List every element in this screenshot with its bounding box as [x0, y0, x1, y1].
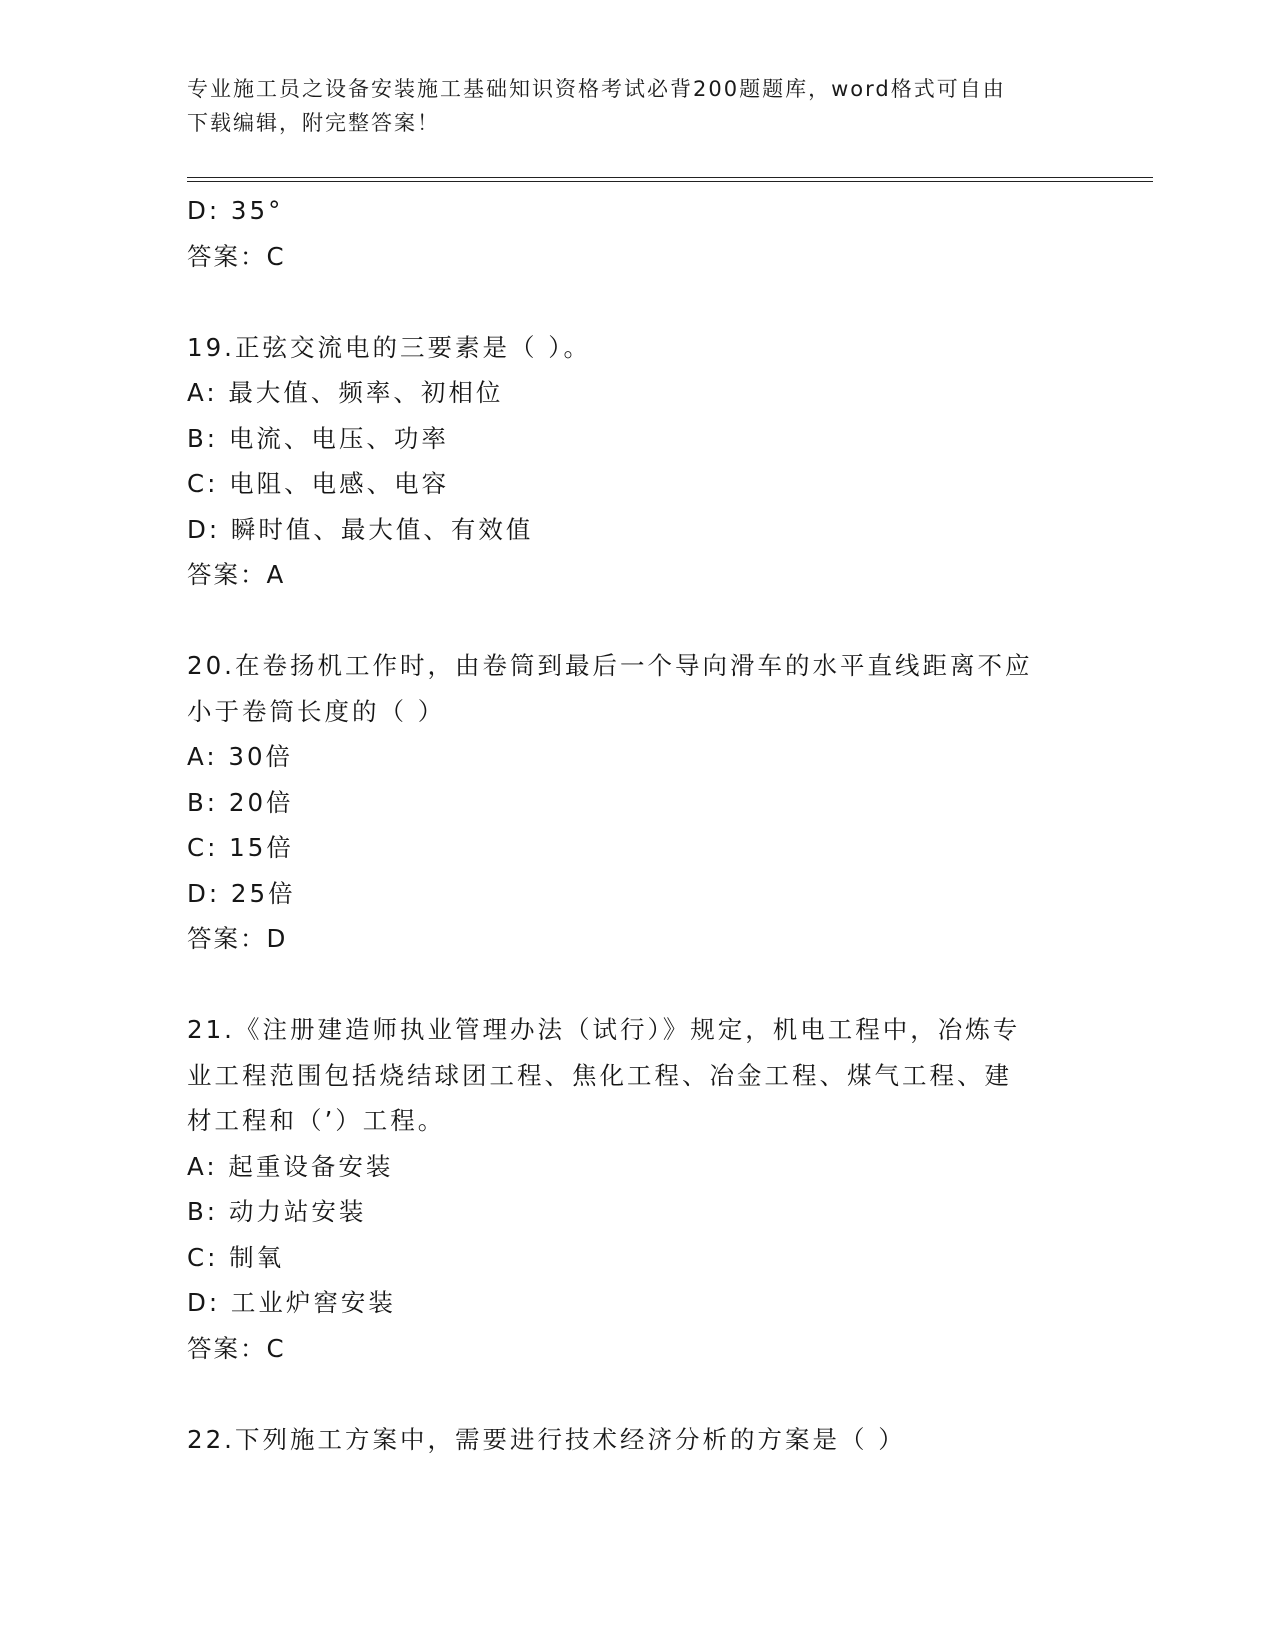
spacer	[187, 962, 1087, 1008]
q19-answer: 答案：A	[187, 560, 286, 589]
q19-question: 19.正弦交流电的三要素是（ ）。	[187, 332, 591, 362]
header-line-2: 下载编辑，附完整答案！	[187, 111, 440, 135]
header-rule-top	[187, 177, 1153, 178]
q21-option-d: D: 工业炉窖安装	[187, 1288, 396, 1317]
spacer	[187, 1371, 1087, 1417]
q22-question: 22.下列施工方案中，需要进行技术经济分析的方案是（ ）	[187, 1424, 906, 1454]
q21-option-a: A: 起重设备安装	[187, 1151, 394, 1181]
document-header	[187, 72, 1067, 140]
q20-option-c: C: 15倍	[187, 833, 294, 862]
question-list	[187, 188, 1087, 1462]
q20-option-d: D: 25倍	[187, 878, 296, 908]
q19-option-b: B: 电流、电压、功率	[187, 423, 449, 453]
q21-question-line-1: 21.《注册建造师执业管理办法（试行）》规定，机电工程中，冶炼专	[187, 1015, 1021, 1044]
q18-answer: 答案：C	[187, 241, 286, 271]
header-rule-bottom	[187, 181, 1153, 182]
q18-option-d: D: 35°	[187, 196, 284, 225]
q21-answer: 答案：C	[187, 1333, 286, 1363]
q19-option-c: C: 电阻、电感、电容	[187, 469, 450, 498]
q21-question-line-2: 业工程范围包括烧结球团工程、焦化工程、冶金工程、煤气工程、建	[187, 1060, 1012, 1090]
q20-option-a: A: 30倍	[187, 742, 294, 771]
header-line-1: 专业施工员之设备安装施工基础知识资格考试必背200题题库，word格式可自由	[187, 77, 1006, 101]
q21-option-b: B: 动力站安装	[187, 1197, 367, 1226]
q20-option-b: B: 20倍	[187, 787, 294, 817]
q20-answer: 答案：D	[187, 924, 288, 953]
spacer	[187, 598, 1087, 644]
q21-option-c: C: 制氧	[187, 1242, 285, 1272]
q19-option-a: A: 最大值、频率、初相位	[187, 378, 504, 407]
q21-question-line-3: 材工程和（’）工程。	[187, 1106, 446, 1135]
spacer	[187, 279, 1087, 325]
q19-option-d: D: 瞬时值、最大值、有效值	[187, 514, 534, 544]
q20-question-line-1: 20.在卷扬机工作时，由卷筒到最后一个导向滑车的水平直线距离不应	[187, 651, 1033, 680]
q20-question-line-2: 小于卷筒长度的（ ）	[187, 696, 446, 726]
